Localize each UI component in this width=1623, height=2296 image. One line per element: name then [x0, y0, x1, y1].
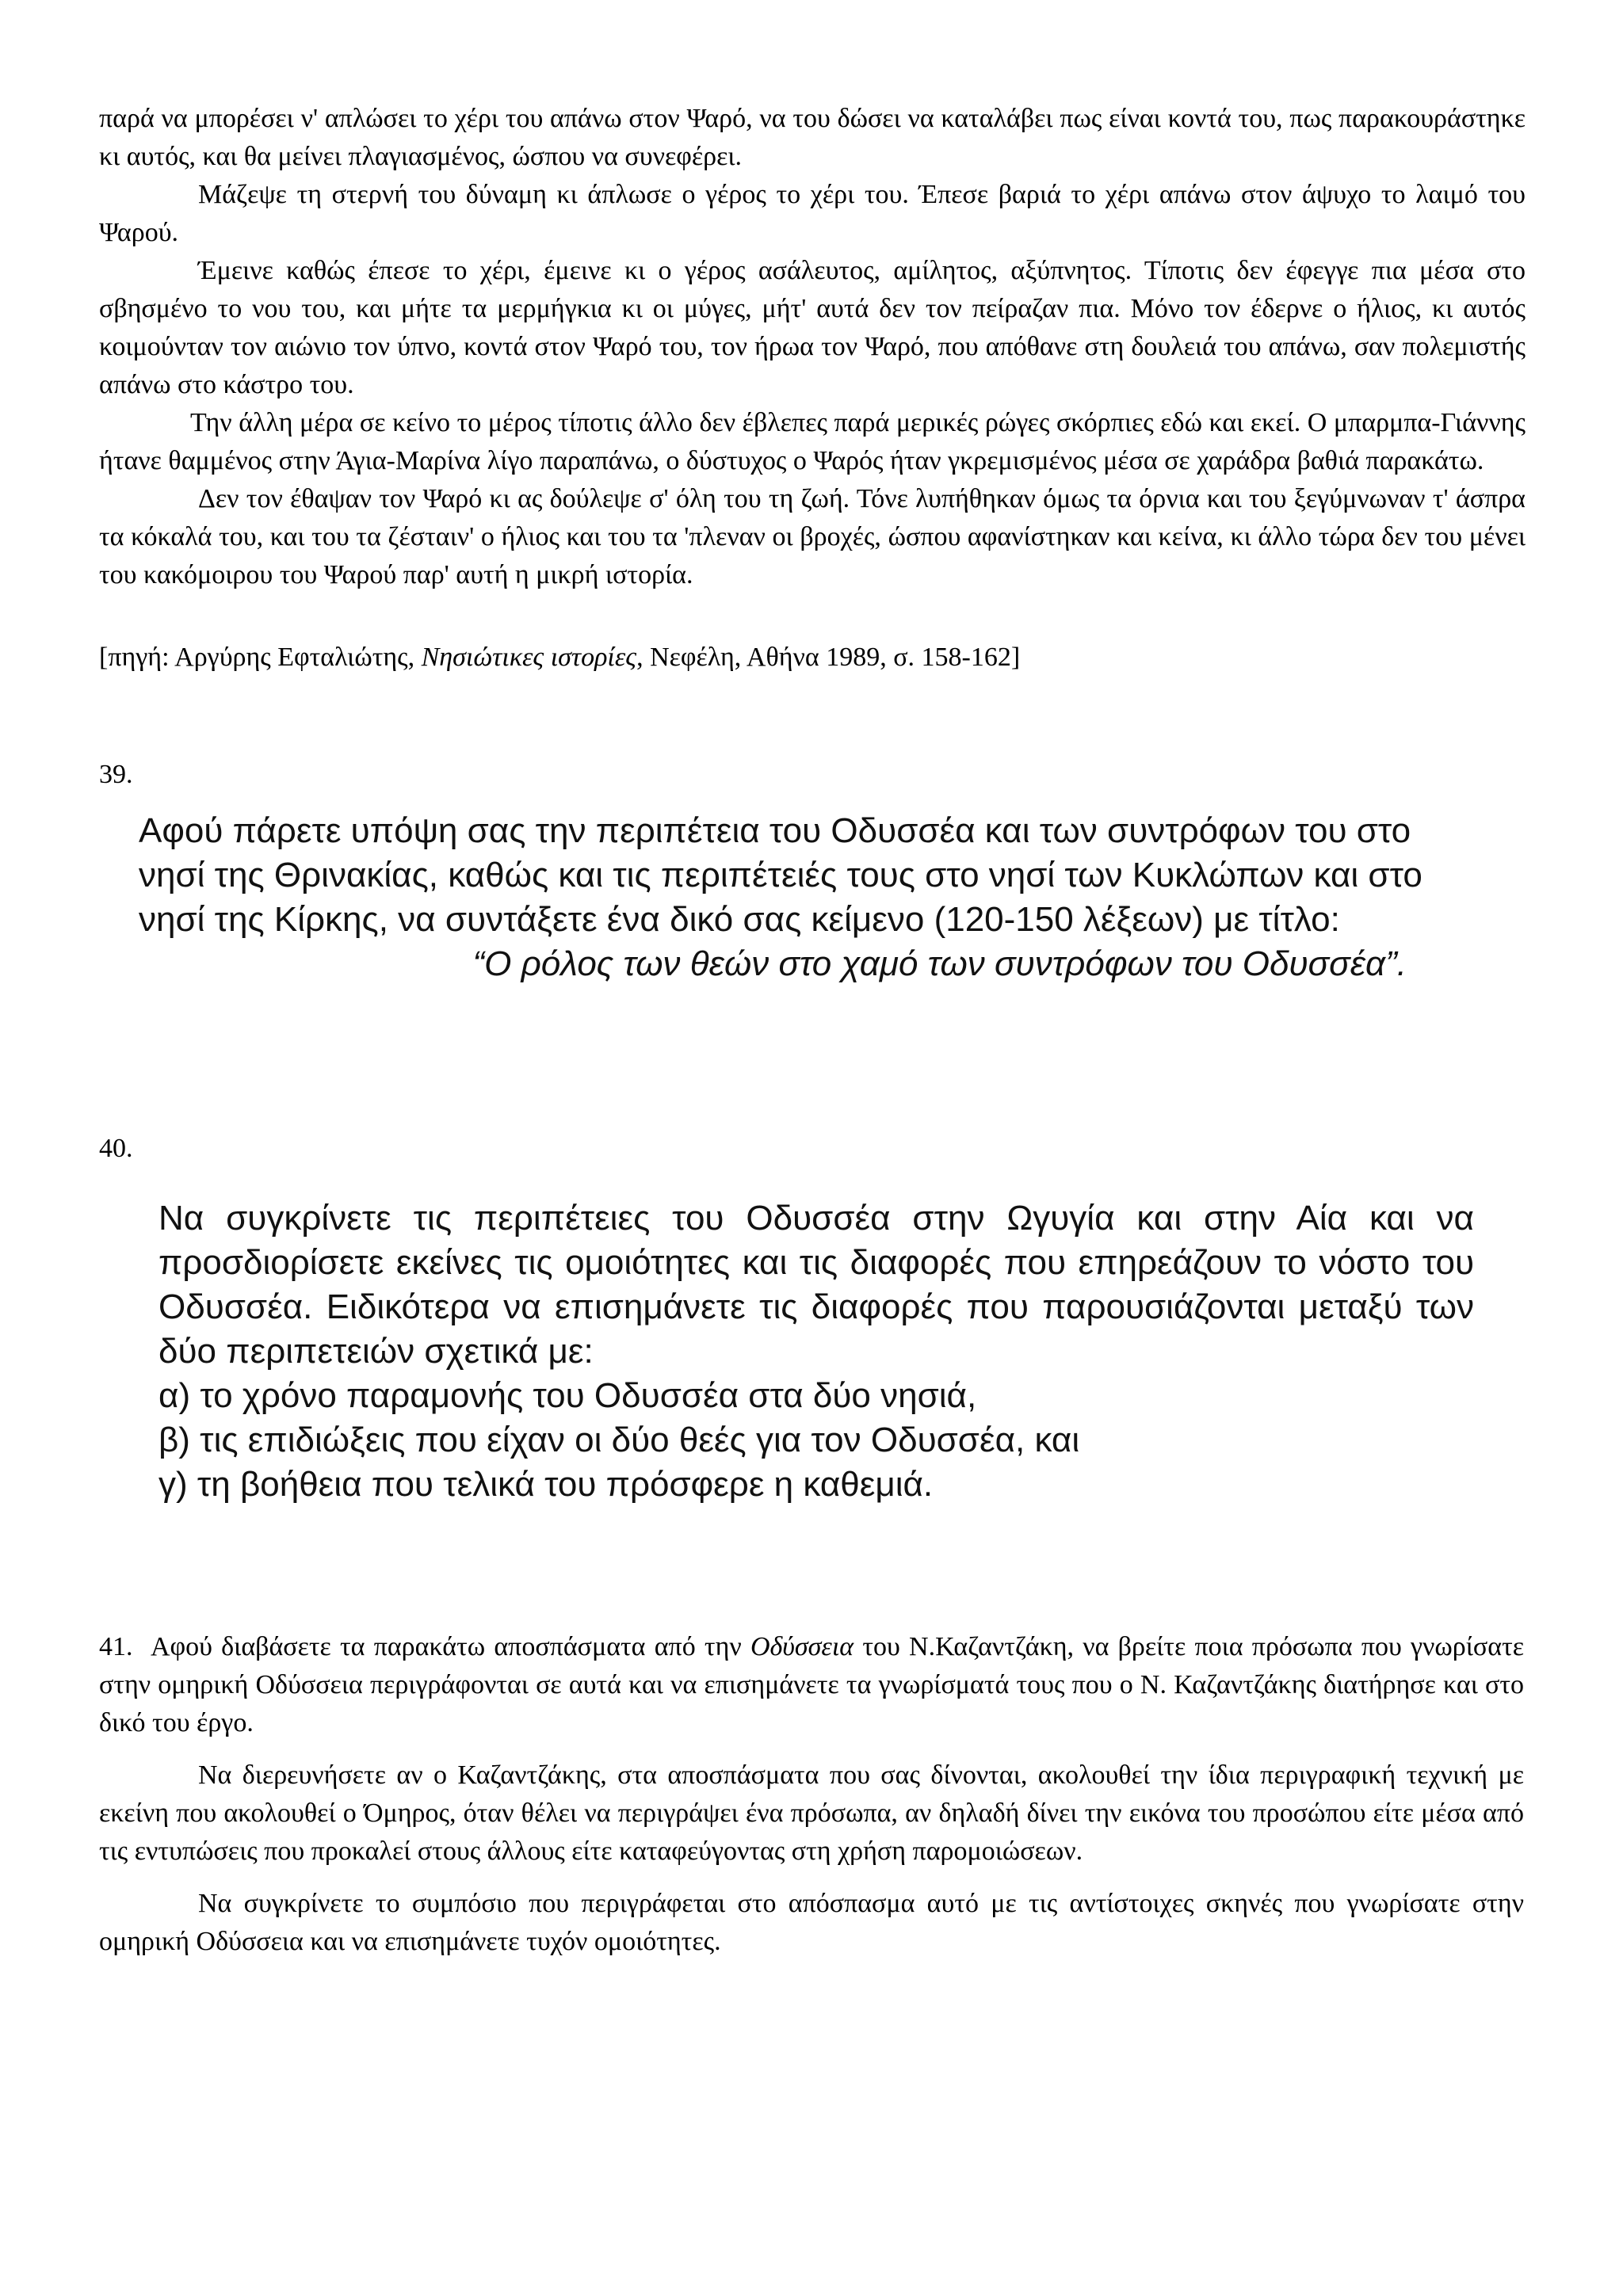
source-prefix: [πηγή: Αργύρης Εφταλιώτης, [99, 643, 422, 672]
question-40-item-a: α) το χρόνο παραμονής του Οδυσσέα στα δύο νησιά, [158, 1376, 977, 1415]
story-paragraph-1: παρά να μπορέσει ν' απλώσει το χέρι του απάνω στον Ψαρό, να του δώσει να καταλάβει πως είναι κοντά του, πως παρακουράστηκε κι αυτός, και θα μείνει πλαγιασμένος, ώσπου να συνεφέρει. [99, 104, 1526, 171]
question-39-number: 39. [99, 760, 133, 789]
question-39-text: Αφού πάρετε υπόψη σας την περιπέτεια του Οδυσσέα και των συντρόφων του στο νησί της Θρινακίας, καθώς και τις περιπέτειές τους στο νησί των Κυκλώπων και στο νησί της Κίρκης, να συντάξετε ένα δικό σας κείμενο (120-150 λέξεων) με τίτλο: [139, 811, 1423, 939]
question-41-book-title: Οδύσσεια [750, 1632, 854, 1661]
question-39-essay-title: “Ο ρόλος των θεών στο χαμό των συντρόφων του Οδυσσέα”. [472, 944, 1407, 983]
story-paragraph-4: Την άλλη μέρα σε κείνο το μέρος τίποτις άλλο δεν έβλεπες παρά μερικές ρώγες σκόρπιες εδώ και εκεί. Ο μπαρμπα-Γιάννης ήτανε θαμμένος στην Άγια-Μαρίνα λίγο παραπάνω, ο δύστυχος ο Ψαρός ήταν γκρεμισμένος μέσα σε χαράδρα βαθιά παρακάτω. [99, 408, 1526, 475]
question-39 [139, 809, 1454, 986]
question-40-intro: Να συγκρίνετε τις περιπέτειες του Οδυσσέα στην Ωγυγία και στην Αία και να προσδιορίσετε εκείνες τις ομοιότητες και τις διαφορές που επηρεάζουν το νόστο του Οδυσσέα. Ειδικότερα να επισημάνετε τις διαφορές που παρουσιάζονται μεταξύ των δύο περιπετειών σχετικά με: [158, 1199, 1474, 1371]
story-paragraph-3: Έμεινε καθώς έπεσε το χέρι, έμεινε κι ο γέρος ασάλευτος, αμίλητος, αξύπνητος. Τίποτις δεν έφεγγε πια μέσα στο σβησμένο το νου του, και μήτε τα μερμήγκια κι οι μύγες, μήτ' αυτά δεν τον πείραζαν πια. Μόνο τον έδερνε ο ήλιος, κι αυτός κοιμούνταν τον αιώνιο τον ύπνο, κοντά στον Ψαρό του, τον ήρωα τον Ψαρό, που απόθανε στη δουλειά του απάνω, σαν πολεμιστής απάνω στο κάστρο του. [99, 256, 1526, 399]
question-40-item-b: β) τις επιδιώξεις που είχαν οι δύο θεές για τον Οδυσσέα, και [158, 1421, 1080, 1459]
source-citation [99, 639, 1020, 677]
question-41 [99, 1628, 1524, 1961]
question-40-number: 40. [99, 1134, 133, 1163]
question-41-paragraph-3: Να συγκρίνετε το συμπόσιο που περιγράφεται στο απόσπασμα αυτό με τις αντίστοιχες σκηνές που γνωρίσατε στην ομηρική Οδύσσεια και να επισημάνετε τυχόν ομοιότητες. [99, 1889, 1524, 1956]
story-paragraph-5: Δεν τον έθαψαν τον Ψαρό κι ας δούλεψε σ' όλη του τη ζωή. Τόνε λυπήθηκαν όμως τα όρνια και του ξεγύμνωναν τ' άσπρα τα κόκαλά του, και του τα ζέσταιν' ο ήλιος και του τα 'πλεναν οι βροχές, ώσπου αφανίστηκαν και κείνα, κι άλλο τώρα δεν του μένει του κακόμοιρου του Ψαρού παρ' αυτή η μικρή ιστορία. [99, 484, 1526, 589]
source-suffix: , Νεφέλη, Αθήνα 1989, σ. 158-162] [636, 643, 1021, 672]
question-41-number: 41. [99, 1632, 133, 1661]
question-41-paragraph-1 [99, 1628, 1524, 1742]
question-40 [158, 1196, 1474, 1507]
question-41-paragraph-2: Να διερευνήσετε αν ο Καζαντζάκης, στα αποσπάσματα που σας δίνονται, ακολουθεί την ίδια περιγραφική τεχνική με εκείνη που ακολουθεί ο Όμηρος, όταν θέλει να περιγράψει ένα πρόσωπα, αν δηλαδή δίνει την εικόνα του προσώπου είτε μέσα από τις εντυπώσεις που προκαλεί στους άλλους είτε καταφεύγοντας στη χρήση παρομοιώσεων. [99, 1760, 1524, 1866]
story-excerpt [99, 100, 1526, 594]
question-40-item-c: γ) τη βοήθεια που τελικά του πρόσφερε η καθεμιά. [158, 1465, 934, 1504]
story-paragraph-2: Μάζεψε τη στερνή του δύναμη κι άπλωσε ο γέρος το χέρι του. Έπεσε βαριά το χέρι απάνω στον άψυχο το λαιμό του Ψαρού. [99, 180, 1526, 247]
question-41-p1-start: Αφού διαβάσετε τα παρακάτω αποσπάσματα από την [150, 1632, 750, 1661]
source-book-title: Νησιώτικες ιστορίες [421, 643, 637, 672]
question-41-p1-end: του Ν.Καζαντζάκη, να βρείτε ποια πρόσωπα που γνωρίσατε στην ομηρική Οδύσσεια περιγράφονται σε αυτά και να επισημάνετε τα γνωρίσματά τους που ο Ν. Καζαντζάκης διατήρησε και στο δικό του έργο. [99, 1632, 1525, 1737]
